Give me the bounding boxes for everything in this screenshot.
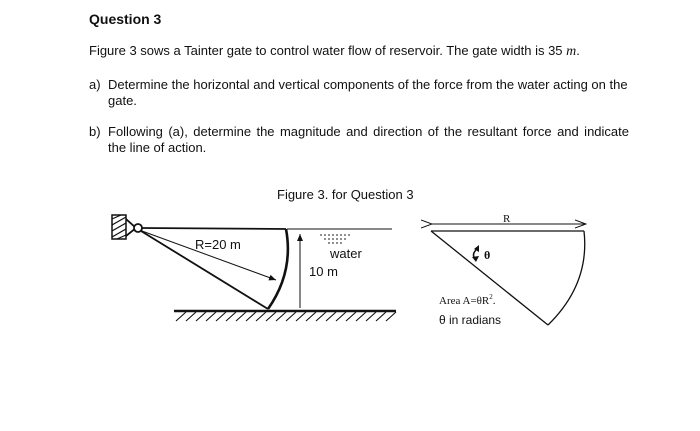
- pivot-support: [112, 215, 142, 239]
- sector-left-edge: [431, 231, 548, 325]
- depth-label: 10 m: [309, 264, 338, 279]
- part-b-text: Following (a), determine the magnitude and direction of the resultant force and indicate the line of action.: [108, 124, 629, 155]
- theta-arrow-icon: [472, 245, 479, 262]
- area-formula-end: .: [492, 295, 496, 307]
- intro-text: Figure 3 sows a Tainter gate to control water flow of reservoir. The gate width is 35: [89, 43, 567, 58]
- ground: [174, 311, 396, 321]
- part-b-label: b): [89, 124, 101, 139]
- pivot-hinge: [134, 224, 142, 232]
- gate-face: [268, 229, 288, 309]
- intro-unit: m: [566, 44, 577, 59]
- sector-arc: [548, 231, 585, 325]
- water-surface-marks: [320, 235, 352, 243]
- water-label: water: [330, 246, 362, 261]
- figure-caption: Figure 3. for Question 3: [277, 187, 414, 202]
- intro-end: .: [576, 43, 580, 58]
- part-a-label: a): [89, 77, 101, 92]
- theta-label: θ: [484, 248, 491, 262]
- area-formula-main: Area A=θR: [439, 295, 490, 307]
- area-formula: [439, 293, 496, 307]
- gate-arm-upper: [142, 228, 286, 229]
- radius-label: R=20 m: [195, 237, 241, 252]
- part-a-text: Determine the horizontal and vertical components of the force from the water acting on the gate.: [108, 77, 628, 108]
- question-title: Question 3: [89, 11, 162, 27]
- radians-note: θ in radians: [439, 313, 502, 327]
- area-formula-sup: 2: [489, 293, 493, 301]
- sector-r-label: R: [503, 213, 511, 225]
